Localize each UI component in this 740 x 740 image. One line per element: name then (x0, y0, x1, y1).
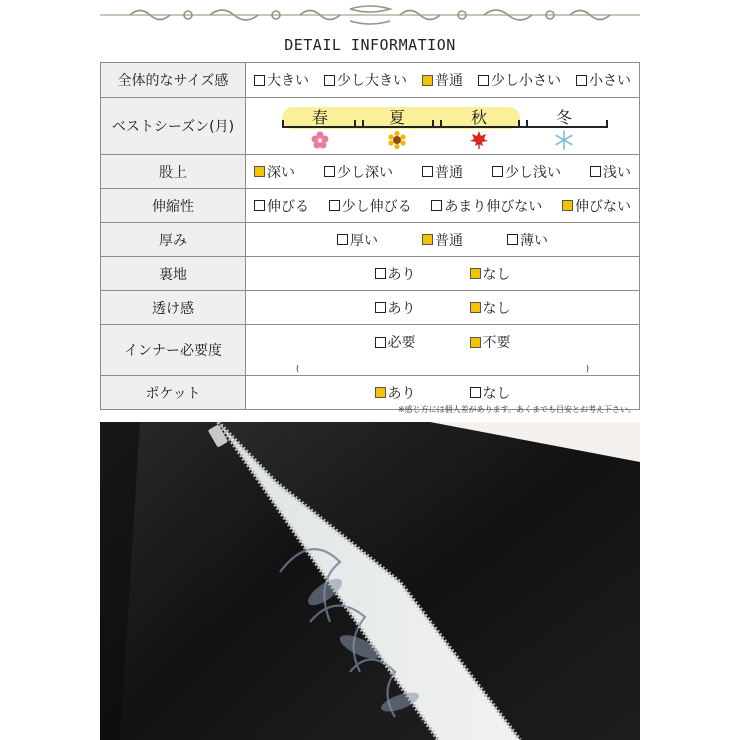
empty-box-icon (375, 268, 386, 279)
thickness-options (254, 230, 631, 250)
option-label: なし (482, 300, 511, 317)
option-rise (422, 162, 463, 182)
option-label: 伸びない (574, 198, 631, 215)
row-label-lining: 裏地 (101, 257, 246, 291)
empty-box-icon (431, 200, 442, 211)
row-label-thickness: 厚み (101, 223, 246, 257)
empty-box-icon (337, 234, 348, 245)
size-options (254, 70, 631, 90)
option-label: 少し深い (337, 164, 393, 181)
option-label: 深い (267, 164, 295, 181)
option-label: 不要 (482, 335, 511, 351)
option-label: 大きい (267, 73, 309, 89)
option-thickness (507, 230, 548, 250)
season-tick (282, 120, 284, 128)
flower-icon (310, 130, 330, 150)
option-label: あり (387, 300, 416, 317)
empty-box-icon (470, 387, 481, 398)
season-tick (606, 120, 608, 128)
checked-box-icon (562, 200, 573, 211)
pocket-options (254, 383, 631, 403)
option-lining (375, 264, 416, 284)
checked-box-icon (254, 166, 265, 177)
maple-leaf-icon (469, 130, 489, 150)
option-label: 少し小さい (491, 73, 561, 89)
option-label: あまり伸びない (444, 198, 543, 215)
option-size (324, 70, 407, 90)
empty-box-icon (254, 75, 265, 86)
option-label: 浅い (603, 164, 631, 181)
sheer-options (254, 298, 631, 318)
option-thickness (422, 230, 463, 250)
season-tick (354, 120, 356, 128)
option-label: 少し浅い (505, 164, 561, 181)
option-stretch (254, 196, 309, 216)
season-tick (440, 120, 442, 128)
empty-box-icon (422, 166, 433, 177)
checked-box-icon (422, 75, 433, 86)
option-stretch (431, 196, 542, 216)
row-label-pocket: ポケット (101, 376, 246, 410)
lining-options (254, 264, 631, 284)
option-label: なし (482, 385, 511, 402)
option-pocket (375, 383, 416, 403)
paren-open: ( (296, 364, 300, 373)
option-rise (324, 162, 393, 182)
row-label-inner: インナー必要度 (101, 325, 246, 376)
season-tick (362, 120, 364, 128)
empty-box-icon (576, 75, 587, 86)
option-label: 普通 (435, 164, 463, 181)
option-label: 普通 (435, 73, 463, 89)
empty-box-icon (507, 234, 518, 245)
table-row (101, 189, 640, 223)
option-label: 厚い (350, 232, 378, 249)
table-row (101, 257, 640, 291)
option-size (422, 70, 463, 90)
option-size (576, 70, 631, 90)
season-tick (526, 120, 528, 128)
checked-box-icon (375, 387, 386, 398)
row-label-sheer: 透け感 (101, 291, 246, 325)
option-label: あり (387, 266, 416, 283)
option-label: 伸びる (267, 198, 309, 215)
option-lining (470, 264, 511, 284)
option-sheer (470, 298, 511, 318)
inner-options (254, 332, 631, 352)
paren-close: ) (585, 364, 589, 373)
empty-box-icon (375, 337, 386, 348)
season-winter: 冬 (555, 108, 572, 127)
option-thickness (337, 230, 378, 250)
option-inner (470, 332, 511, 352)
table-row (101, 223, 640, 257)
option-pocket (470, 383, 511, 403)
option-label: 少し大きい (337, 73, 407, 89)
empty-box-icon (324, 75, 335, 86)
season-scale (246, 98, 639, 154)
season-autumn: 秋 (470, 108, 487, 127)
empty-box-icon (329, 200, 340, 211)
empty-box-icon (492, 166, 503, 177)
empty-box-icon (254, 200, 265, 211)
option-rise (254, 162, 295, 182)
table-row (101, 291, 640, 325)
checked-box-icon (470, 337, 481, 348)
stretch-options (254, 196, 631, 216)
option-label: 薄い (520, 232, 548, 249)
option-size (478, 70, 561, 90)
option-inner (375, 332, 416, 352)
option-size (254, 70, 309, 90)
rise-options (254, 162, 631, 182)
option-label: なし (482, 266, 511, 283)
option-stretch (329, 196, 412, 216)
season-summer: 夏 (388, 108, 405, 127)
row-label-rise: 股上 (101, 155, 246, 189)
row-label-season: ベストシーズン(月) (101, 98, 246, 155)
option-label: 小さい (589, 73, 631, 89)
detail-table (100, 62, 640, 410)
season-tick (518, 120, 520, 128)
checked-box-icon (470, 302, 481, 313)
table-row (101, 325, 640, 376)
checked-box-icon (422, 234, 433, 245)
option-rise (492, 162, 561, 182)
page-title: DETAIL INFORMATION (284, 36, 456, 54)
empty-box-icon (478, 75, 489, 86)
option-stretch (562, 196, 631, 216)
empty-box-icon (324, 166, 335, 177)
empty-box-icon (375, 302, 386, 313)
product-photo (100, 422, 640, 740)
empty-box-icon (590, 166, 601, 177)
row-label-stretch: 伸縮性 (101, 189, 246, 223)
option-label: あり (387, 385, 416, 402)
season-spring: 春 (311, 108, 328, 127)
table-row (101, 155, 640, 189)
option-label: 普通 (435, 232, 463, 249)
table-row (101, 63, 640, 98)
season-tick (432, 120, 434, 128)
option-rise (590, 162, 631, 182)
row-label-size: 全体的なサイズ感 (101, 63, 246, 98)
option-label: 必要 (387, 335, 416, 351)
option-label: 少し伸びる (341, 198, 412, 215)
sunflower-icon (387, 130, 407, 150)
option-sheer (375, 298, 416, 318)
checked-box-icon (470, 268, 481, 279)
snowflake-icon (554, 130, 574, 150)
disclaimer-note: ※感じ方には個人差があります。あくまでも目安とお考え下さい。 (397, 405, 636, 414)
ornament-divider (100, 4, 640, 26)
table-row (101, 98, 640, 155)
